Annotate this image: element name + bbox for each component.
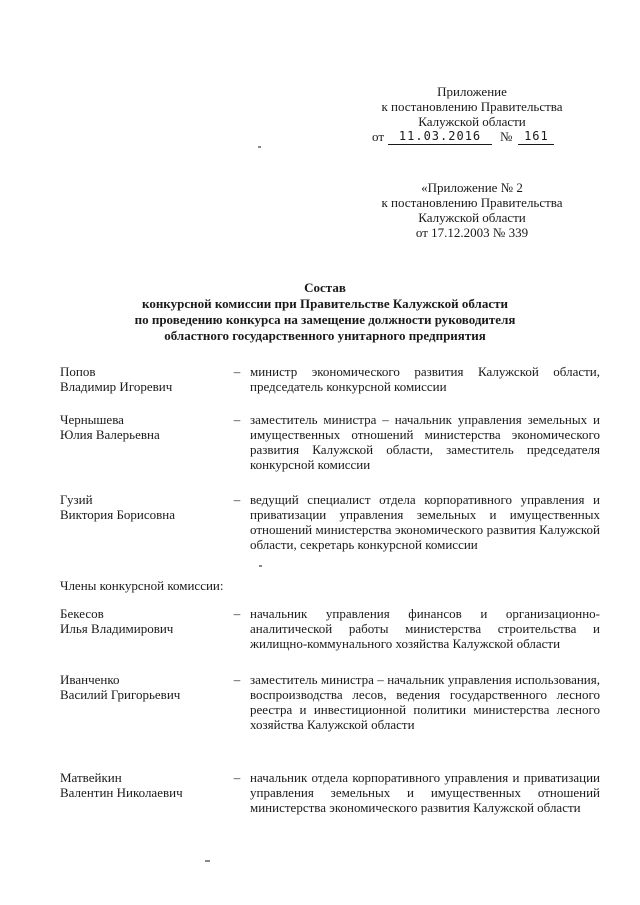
member-role: начальник управления финансов и организационно-аналитической работы министерства строительства и жилищно-коммунального хозяйства Калужской области [250, 606, 600, 651]
date-prefix: от [372, 129, 385, 144]
member-dash: – [233, 770, 241, 785]
appendix-header [372, 84, 572, 145]
member-dash: – [233, 412, 241, 427]
scan-speck [258, 146, 261, 148]
appendix-ref: к постановлению Правительства [381, 99, 563, 114]
member-surname: Матвейкин [60, 770, 122, 785]
scan-speck [205, 860, 210, 862]
member-surname: Иванченко [60, 672, 120, 687]
appendix2-ref: к постановлению Правительства [381, 195, 563, 210]
document-title [90, 280, 560, 344]
member-name [60, 672, 230, 702]
appendix-title: Приложение [437, 84, 507, 99]
member-given-name: Илья Владимирович [60, 621, 174, 636]
appendix-number: 161 [518, 129, 554, 145]
member-role: начальник отдела корпоративного управления и приватизации управления земельных и имущественных отношений министерства экономического развития Калужской области [250, 770, 600, 815]
member-given-name: Валентин Николаевич [60, 785, 183, 800]
member-role: заместитель министра – начальник управления земельных и имущественных отношений министерства экономического развития Калужской области, заместитель председателя конкурсной комиссии [250, 412, 600, 472]
member-name [60, 364, 230, 394]
member-role: министр экономического развития Калужской области, председатель конкурсной комиссии [250, 364, 600, 394]
member-role: ведущий специалист отдела корпоративного управления и приватизации управления земельных и имущественных отношений министерства экономического развития Калужской области, секретарь конкурсной комиссии [250, 492, 600, 552]
member-given-name: Виктория Борисовна [60, 507, 176, 522]
member-dash: – [233, 364, 241, 379]
member-dash: – [233, 492, 241, 507]
number-prefix: № [500, 129, 513, 144]
title-line-3: по проведению конкурса на замещение должности руководителя [134, 312, 516, 327]
title-line-2: конкурсной комиссии при Правительстве Калужской области [142, 296, 508, 311]
scan-speck [259, 565, 262, 567]
member-dash: – [233, 606, 241, 621]
member-name [60, 492, 230, 522]
member-given-name: Владимир Игоревич [60, 379, 173, 394]
appendix-region: Калужской области [418, 114, 526, 129]
member-name [60, 770, 230, 800]
member-surname: Гузий [60, 492, 93, 507]
member-surname: Чернышева [60, 412, 124, 427]
appendix-date: 11.03.2016 [388, 129, 492, 145]
members-label: Члены конкурсной комиссии: [60, 578, 224, 593]
member-name [60, 606, 230, 636]
member-surname: Попов [60, 364, 96, 379]
member-given-name: Юлия Валерьевна [60, 427, 160, 442]
member-dash: – [233, 672, 241, 687]
appendix2-date: от 17.12.2003 № 339 [415, 225, 529, 240]
member-surname: Бекесов [60, 606, 104, 621]
appendix2-region: Калужской области [418, 210, 526, 225]
member-name [60, 412, 230, 442]
member-given-name: Василий Григорьевич [60, 687, 181, 702]
appendix2-title: «Приложение № 2 [421, 180, 523, 195]
member-role: заместитель министра – начальник управления использования, воспроизводства лесов, ведения государственного лесного реестра и инвестиционной политики министерства лесного хозяйства Калужской области [250, 672, 600, 732]
appendix2-header [372, 180, 572, 240]
title-line-1: Состав [304, 280, 346, 295]
title-line-4: областного государственного унитарного предприятия [164, 328, 486, 343]
appendix-date-row [372, 129, 572, 145]
